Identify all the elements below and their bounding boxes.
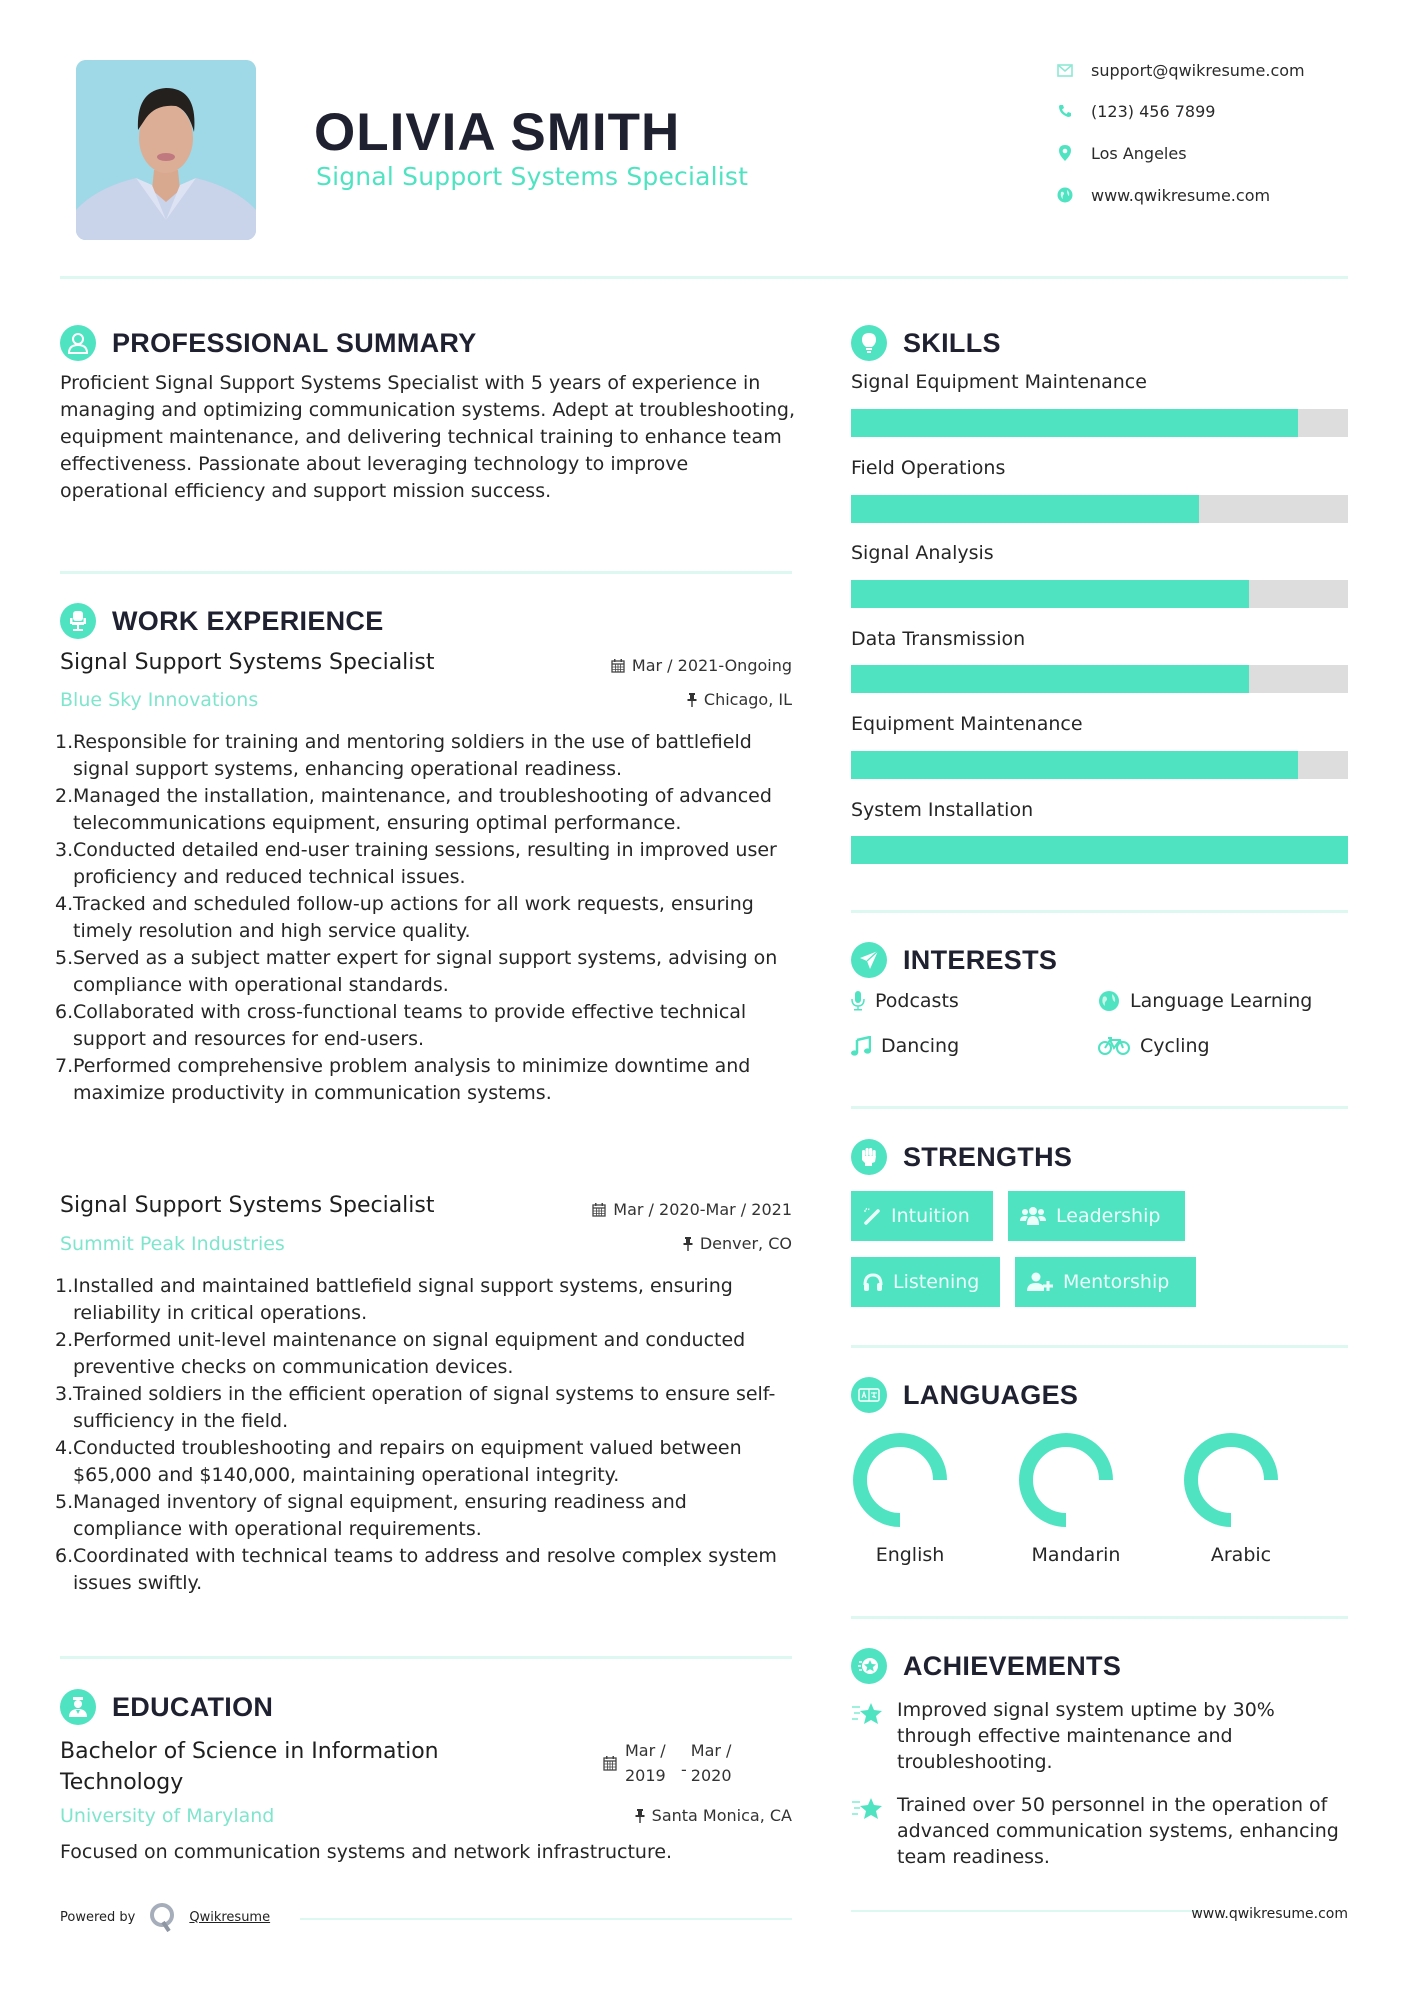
achievements-heading: ACHIEVEMENTS <box>903 1650 1122 1681</box>
job-2-location <box>683 1234 792 1253</box>
strengths-heading: STRENGTHS <box>903 1141 1073 1172</box>
job-2-dates-text: Mar / 2020-Mar / 2021 <box>613 1200 792 1219</box>
user-plus-icon <box>1027 1272 1053 1292</box>
map-pin-icon <box>1055 143 1075 163</box>
education-location <box>635 1806 792 1825</box>
skill-bar <box>851 580 1348 608</box>
bicycle-icon <box>1098 1037 1130 1055</box>
duty-item: 2. Performed unit-level maintenance on signal equipment and conducted preventive checks on communication devices. <box>55 1329 746 1378</box>
strength-label: Leadership <box>1056 1205 1161 1227</box>
summary-heading: PROFESSIONAL SUMMARY <box>112 327 477 358</box>
skill-label: Signal Analysis <box>851 542 994 564</box>
languages-divider <box>851 1616 1348 1619</box>
headphones-icon <box>863 1273 883 1291</box>
job-1-title: Signal Support Systems Specialist <box>60 650 435 675</box>
duty-item: 6. Coordinated with technical teams to address and resolve complex system issues swiftly. <box>55 1545 777 1594</box>
education-section-header <box>60 1689 273 1725</box>
graduate-icon <box>60 1689 96 1725</box>
skill-bar <box>851 495 1348 523</box>
skill-bar-fill <box>851 580 1249 608</box>
qwikresume-logo-icon <box>149 1902 175 1932</box>
skill-bar-fill <box>851 495 1199 523</box>
achievement-text: Trained over 50 personnel in the operation of advanced communication systems, enhancing team readiness. <box>897 1794 1339 1868</box>
footer-website[interactable]: www.qwikresume.com <box>1191 1906 1348 1922</box>
skill-bar-fill <box>851 665 1249 693</box>
skill-bar <box>851 409 1348 437</box>
language-ring <box>852 1432 948 1528</box>
calendar-icon <box>603 1755 617 1771</box>
contact-website[interactable] <box>1055 183 1270 207</box>
pushpin-icon <box>683 1237 693 1251</box>
interest-item <box>851 1035 959 1057</box>
strength-tag <box>851 1257 1000 1307</box>
shooting-star-icon <box>851 1792 885 1870</box>
languages-section-header <box>851 1377 1078 1413</box>
achievement-item <box>851 1697 1348 1775</box>
candidate-name: OLIVIA SMITH <box>314 103 681 162</box>
duty-item: 4. Conducted troubleshooting and repairs on equipment valued between $65,000 and $140,000, maintaining operational integrity. <box>55 1437 742 1486</box>
skills-section-header <box>851 325 1001 361</box>
strength-tag <box>1008 1191 1185 1241</box>
interest-label: Cycling <box>1140 1035 1210 1057</box>
languages-heading: LANGUAGES <box>903 1379 1079 1410</box>
skill-bar <box>851 751 1348 779</box>
job-1-location <box>687 690 792 709</box>
experience-heading: WORK EXPERIENCE <box>112 605 384 636</box>
calendar-icon <box>592 1203 606 1217</box>
pushpin-icon <box>687 693 697 707</box>
strength-tag <box>1015 1257 1196 1307</box>
education-degree: Bachelor of Science in Information Technology <box>60 1739 439 1795</box>
star-badge-icon <box>851 1648 887 1684</box>
job-2-dates <box>592 1200 792 1219</box>
pushpin-icon <box>635 1809 645 1823</box>
edu-start-month: Mar / <box>625 1741 666 1760</box>
achievement-item <box>851 1792 1348 1870</box>
education-description: Focused on communication systems and network infrastructure. <box>60 1841 673 1863</box>
duty-item: 1. Responsible for training and mentoring soldiers in the use of battlefield signal support systems, enhancing operational readiness. <box>55 731 752 780</box>
duty-item: 6. Collaborated with cross-functional teams to provide effective technical support and resources for end-users. <box>55 1001 747 1050</box>
contact-phone-text: (123) 456 7899 <box>1091 101 1216 121</box>
summary-section-header <box>60 325 477 361</box>
lightbulb-icon <box>851 325 887 361</box>
interest-label: Podcasts <box>875 990 959 1012</box>
strength-label: Intuition <box>891 1205 970 1227</box>
duty-item: 2. Managed the installation, maintenance, and troubleshooting of advanced telecommunications equipment, ensuring optimal performance. <box>55 785 772 834</box>
achievements-section-header <box>851 1648 1121 1684</box>
language-icon <box>851 1377 887 1413</box>
duty-item: 3. Trained soldiers in the efficient operation of signal systems to ensure self-sufficiency in the field. <box>55 1383 776 1432</box>
language-item <box>1181 1432 1301 1566</box>
magic-wand-icon <box>863 1207 881 1225</box>
language-label: English <box>875 1544 945 1566</box>
language-item <box>850 1432 970 1566</box>
interest-label: Language Learning <box>1130 990 1313 1012</box>
footer-divider-right <box>851 1910 1201 1912</box>
interest-item <box>1098 990 1312 1012</box>
contact-location-text: Los Angeles <box>1091 143 1187 163</box>
globe-icon <box>1055 185 1075 205</box>
strength-tag <box>851 1191 993 1241</box>
interests-section-header <box>851 942 1057 978</box>
skill-label: Equipment Maintenance <box>851 713 1083 735</box>
footer-divider-left <box>300 1918 792 1920</box>
skill-bar-fill <box>851 409 1298 437</box>
education-heading: EDUCATION <box>112 1691 274 1722</box>
skill-bar <box>851 665 1348 693</box>
skill-label: Data Transmission <box>851 628 1026 650</box>
job-1-duties <box>55 729 795 1107</box>
achievement-text: Improved signal system uptime by 30% through effective maintenance and troubleshooting. <box>897 1699 1275 1773</box>
calendar-icon <box>611 659 625 673</box>
summary-divider <box>60 571 792 574</box>
job-1-dates-text: Mar / 2021-Ongoing <box>631 656 792 675</box>
contact-location <box>1055 141 1187 165</box>
education-school: University of Maryland <box>60 1805 275 1827</box>
strengths-divider <box>851 1345 1348 1348</box>
interests-heading: INTERESTS <box>903 944 1058 975</box>
interest-item <box>851 990 959 1012</box>
contact-phone[interactable] <box>1055 99 1215 123</box>
language-label: Mandarin <box>1031 1544 1121 1566</box>
contact-website-text: www.qwikresume.com <box>1091 185 1271 205</box>
duty-item: 5. Served as a subject matter expert for signal support systems, advising on compliance with operational standards. <box>55 947 778 996</box>
header-divider <box>60 276 1348 279</box>
skill-bar-fill <box>851 836 1348 864</box>
user-icon <box>60 325 96 361</box>
contact-email[interactable] <box>1055 58 1305 82</box>
education-location-text: Santa Monica, CA <box>651 1806 792 1825</box>
skills-heading: SKILLS <box>903 327 1001 358</box>
skill-bar-fill <box>851 751 1298 779</box>
profile-photo <box>76 60 256 240</box>
music-note-icon <box>851 1036 871 1056</box>
job-2-duties <box>55 1273 795 1597</box>
interests-divider <box>851 1106 1348 1109</box>
powered-by <box>60 1902 270 1932</box>
strength-label: Listening <box>893 1271 980 1293</box>
strengths-section-header <box>851 1139 1072 1175</box>
fist-icon <box>851 1139 887 1175</box>
shooting-star-icon <box>851 1697 885 1775</box>
language-ring <box>1018 1432 1114 1528</box>
envelope-icon <box>1055 60 1075 80</box>
skill-bar <box>851 836 1348 864</box>
office-chair-icon <box>60 603 96 639</box>
users-icon <box>1020 1206 1046 1226</box>
skill-label: System Installation <box>851 799 1034 821</box>
candidate-title: Signal Support Systems Specialist <box>316 162 749 191</box>
skills-divider <box>851 910 1348 913</box>
skill-label: Field Operations <box>851 457 1006 479</box>
duty-item: 3. Conducted detailed end-user training sessions, resulting in improved user proficiency and reduced technical issues. <box>55 839 777 888</box>
duty-item: 1. Installed and maintained battlefield signal support systems, ensuring reliability in critical operations. <box>55 1275 733 1324</box>
globe-icon <box>1098 990 1120 1012</box>
job-2-company: Summit Peak Industries <box>60 1233 285 1255</box>
language-ring <box>1183 1432 1279 1528</box>
edu-date-separator: - <box>681 1759 687 1779</box>
paper-plane-icon <box>851 942 887 978</box>
edu-end-month: Mar / <box>690 1741 732 1760</box>
edu-start-year: 2019 <box>625 1766 666 1785</box>
job-2-location-text: Denver, CO <box>699 1234 792 1253</box>
education-dates <box>603 1738 732 1788</box>
contact-email-text: support@qwikresume.com <box>1091 60 1305 80</box>
phone-icon <box>1055 101 1075 121</box>
portrait-image <box>76 60 256 240</box>
experience-divider <box>60 1656 792 1659</box>
duty-item: 4. Tracked and scheduled follow-up actions for all work requests, ensuring timely resolution and high service quality. <box>55 893 754 942</box>
skill-label: Signal Equipment Maintenance <box>851 371 1147 393</box>
job-2-title: Signal Support Systems Specialist <box>60 1193 435 1218</box>
experience-section-header <box>60 603 384 639</box>
strength-label: Mentorship <box>1063 1271 1170 1293</box>
language-label: Arabic <box>1210 1544 1272 1566</box>
qwikresume-link[interactable]: Qwikresume <box>189 1909 271 1925</box>
job-1-location-text: Chicago, IL <box>703 690 792 709</box>
language-item <box>1016 1432 1136 1566</box>
microphone-icon <box>851 991 865 1011</box>
summary-text: Proficient Signal Support Systems Specialist with 5 years of experience in managing and optimizing communication systems. Adept at troubleshooting, equipment maintenance, and delivering technical training to enhance team effectiveness. Passionate about leveraging technology to improve operational efficiency and support mission success. <box>60 372 796 502</box>
job-1-dates <box>611 656 792 675</box>
interest-label: Dancing <box>881 1035 960 1057</box>
job-1-company: Blue Sky Innovations <box>60 689 259 711</box>
interest-item <box>1098 1035 1210 1057</box>
duty-item: 7. Performed comprehensive problem analysis to minimize downtime and maximize productivity in communication systems. <box>55 1055 751 1104</box>
powered-by-label: Powered by <box>60 1909 136 1925</box>
edu-end-year: 2020 <box>690 1766 732 1785</box>
duty-item: 5. Managed inventory of signal equipment, ensuring readiness and compliance with operational requirements. <box>55 1491 687 1540</box>
